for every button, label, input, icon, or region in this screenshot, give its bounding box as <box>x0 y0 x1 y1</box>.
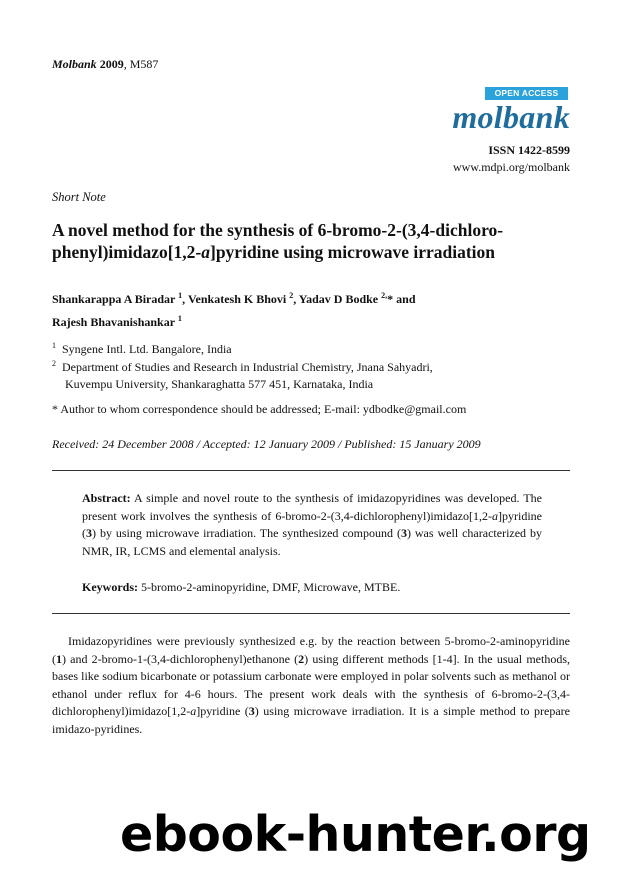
author-conjunction: and <box>396 292 416 306</box>
author-name: Yadav D Bodke <box>298 292 379 306</box>
abstract-text: A simple and novel route to the synthesis of imidazopyridines was developed. The present work involves the synthesis of 6-bromo-2-(3,4-dichlorophenyl)imidazo[1,2- <box>82 491 542 523</box>
abstract <box>82 490 542 560</box>
journal-logo: molbank <box>452 99 570 135</box>
citation-separator: , <box>123 57 130 71</box>
affil-text: Syngene Intl. Ltd. Bangalore, India <box>62 342 232 356</box>
body-text: Imidazopyridines were previously synthesized e.g. by the reaction between 5-bromo-2-aminopyridine ( <box>52 634 570 666</box>
abstract-text: ]pyridine ( <box>82 508 542 540</box>
body-text: ]pyridine ( <box>196 704 249 719</box>
abstract-label: Abstract: <box>82 491 131 505</box>
abstract-italic: a <box>492 508 498 523</box>
abstract-text: ) by using microwave irradiation. The synthesized compound ( <box>92 526 401 540</box>
correspondence-note: * Author to whom correspondence should be addressed; E-mail: ydbodke@gmail.com <box>52 402 467 416</box>
compound-ref: 1 <box>56 651 62 666</box>
title-part1: A novel method for the synthesis of 6-bromo-2-(3,4-dichloro-phenyl)imidazo[1,2- <box>52 220 504 262</box>
watermark: ebook-hunter.org <box>120 806 591 863</box>
title-part2: ]pyridine using microwave irradiation <box>210 242 496 262</box>
article-type: Short Note <box>52 190 106 204</box>
author-affil-sup: 1 <box>178 291 183 300</box>
affil-text: Department of Studies and Research in Industrial Chemistry, Jnana Sahyadri, <box>62 360 433 374</box>
affiliation-2 <box>52 355 572 393</box>
journal-citation <box>52 57 158 72</box>
compound-ref: 2 <box>298 651 305 666</box>
compound-ref: 3 <box>248 704 255 719</box>
publication-dates: Received: 24 December 2008 / Accepted: 12 January 2009 / Published: 15 January 2009 <box>52 437 481 451</box>
abstract-text: ) was well characterized by NMR, IR, LCMS and elemental analysis. <box>82 526 543 558</box>
compound-ref: 3 <box>400 526 407 540</box>
divider-top <box>52 470 570 471</box>
body-text: ) using different methods [1-4]. In the usual methods, bases like sodium bicarbonate or potassium carbonate were employed in polar solvents such as methanol or ethanol under reflux for 4-6 hours. The present work deals with the synthesis of 6-bromo-2-(3,4-dichlorophenyl)imidazo[1,2- <box>52 651 570 719</box>
body-italic: a <box>190 704 197 719</box>
open-access-badge: OPEN ACCESS <box>485 87 568 100</box>
compound-ref: 3 <box>86 526 92 540</box>
author-name: Rajesh Bhavanishankar <box>52 315 175 329</box>
issn: ISSN 1422-8599 <box>488 143 570 157</box>
affil-text-cont: Kuvempu University, Shankaraghatta 577 451, Karnataka, India <box>65 377 374 391</box>
affil-sup: 1 <box>52 341 56 350</box>
author-name: Shankarappa A Biradar <box>52 292 176 306</box>
body-text: ) using microwave irradiation. It is a simple method to prepare imidazo-pyridines. <box>52 704 570 736</box>
author-list: Shankarappa A Biradar $^1$, Venkatesh K Bhovi $^2$, Yadav D Bodke $^{2,}$* and Rajesh Bhavanishankar $^1$ <box>52 291 416 329</box>
divider-bottom <box>52 613 570 614</box>
author-affil-sup: 2 <box>289 291 294 300</box>
body-paragraph <box>52 633 570 739</box>
body-text: ) and 2-bromo-1-(3,4-dichlorophenyl)ethanone ( <box>62 651 299 666</box>
keywords-label: Keywords: <box>82 580 138 594</box>
journal-year: 2009 <box>99 57 124 71</box>
author-affil-sup: 2, <box>381 291 388 300</box>
affil-sup: 2 <box>52 359 56 368</box>
journal-name: Molbank <box>52 57 97 71</box>
author-name: Venkatesh K Bhovi <box>187 292 287 306</box>
title-italic: a <box>201 242 210 262</box>
article-title <box>52 219 572 263</box>
corresponding-star: * <box>387 292 394 306</box>
keywords <box>82 580 542 595</box>
author-affil-sup: 1 <box>177 314 182 323</box>
article-id: M587 <box>129 57 159 71</box>
journal-url[interactable]: www.mdpi.org/molbank <box>453 160 570 174</box>
keywords-text: 5-bromo-2-aminopyridine, DMF, Microwave, MTBE. <box>141 580 401 594</box>
